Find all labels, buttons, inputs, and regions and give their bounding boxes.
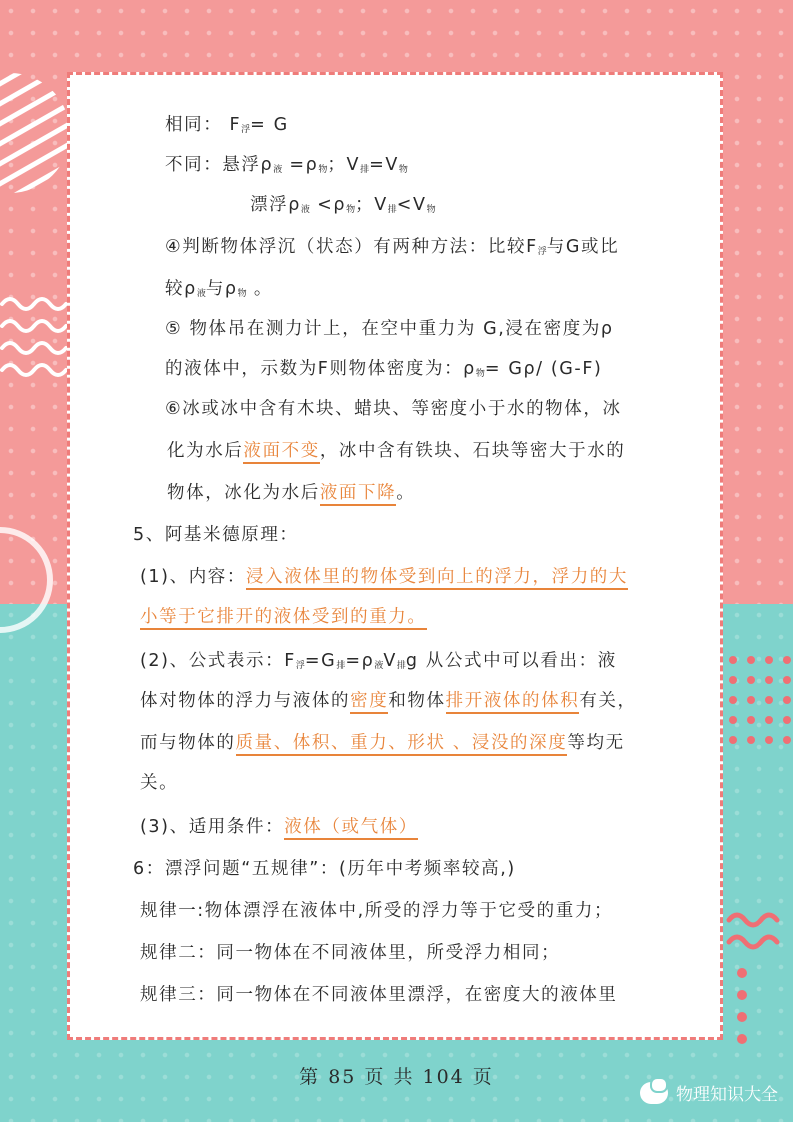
watermark [640, 1080, 778, 1105]
section-heading: 5、阿基米德原理： [133, 525, 299, 545]
text-line [140, 603, 427, 628]
text-line: 而与物体的质量、体积、重力、形状 、浸没的深度等均无 [140, 729, 625, 754]
pink-dots-column-decoration [732, 965, 752, 1055]
highlight-text: 小等于它排开的液体受到的重力。 [140, 607, 427, 630]
text-line: ⑤ 物体吊在测力计上，在空中重力为 G,浸在密度为ρ [165, 319, 614, 339]
text-line: 相同： $F_浮= G$ [165, 115, 289, 135]
highlight-text: 密度 [350, 691, 388, 714]
highlight-text: 液面下降 [320, 483, 396, 506]
striped-circle-decoration [0, 58, 70, 208]
pink-wave-decoration [723, 900, 793, 960]
text-line: (2)、公式表示：$F_浮=G_排=\rho_液V_排g$ 从公式中可以看出：液 [140, 651, 617, 671]
highlight-text: 浸入液体里的物体受到向上的浮力，浮力的大 [246, 567, 628, 590]
wave-lines-decoration [0, 290, 68, 380]
text-line: ④判断物体浮沉（状态）有两种方法：比较$F_浮$与G或比 [165, 237, 620, 257]
wechat-icon [640, 1082, 668, 1104]
text-line: (1)、内容：浸入液体里的物体受到向上的浮力，浮力的大 [140, 563, 628, 588]
text-line: 规律二：同一物体在不同液体里，所受浮力相同； [140, 943, 561, 963]
text-line: (3)、适用条件：液体（或气体） [140, 813, 418, 838]
content-card [67, 72, 723, 1040]
highlight-text: 液面不变 [243, 441, 319, 464]
text-line: 关。 [140, 773, 179, 793]
text-line: 漂浮$\rho_液 <\rho_物$；$V_排<V_物$ [250, 195, 436, 215]
section-heading: 6：漂浮问题“五规律”：(历年中考频率较高,) [133, 859, 516, 879]
text-line: 规律三：同一物体在不同液体里漂浮，在密度大的液体里 [140, 985, 618, 1005]
text-line: 的液体中，示数为F则物体密度为：$\rho_物= G\rho/$ (G-F) [165, 359, 603, 379]
text-line: 体对物体的浮力与液体的密度和物体排开液体的体积有关， [140, 687, 637, 712]
page-number: 第 85 页 共 104 页 [299, 1066, 494, 1088]
text-line: ⑥冰或冰中含有木块、蜡块、等密度小于水的物体，冰 [165, 399, 622, 419]
text-line: 不同：悬浮$\rho_液 =\rho_物$；$V_排=V_物$ [165, 155, 408, 175]
highlight-text: 液体（或气体） [284, 817, 418, 840]
text-line: 较$\rho_液$与$\rho_物$ 。 [165, 279, 273, 299]
text-line: 规律一:物体漂浮在液体中,所受的浮力等于它受的重力； [140, 901, 614, 921]
highlight-text: 排开液体的体积 [446, 691, 580, 714]
dots-cluster-decoration [723, 650, 793, 760]
watermark-text: 物理知识大全 [676, 1085, 778, 1105]
highlight-text: 质量、体积、重力、形状 、浸没的深度 [236, 733, 568, 756]
text-line: 物体，冰化为水后液面下降。 [167, 479, 415, 504]
white-ring-decoration [0, 520, 60, 640]
text-line: 化为水后液面不变，冰中含有铁块、石块等密大于水的 [167, 437, 625, 462]
